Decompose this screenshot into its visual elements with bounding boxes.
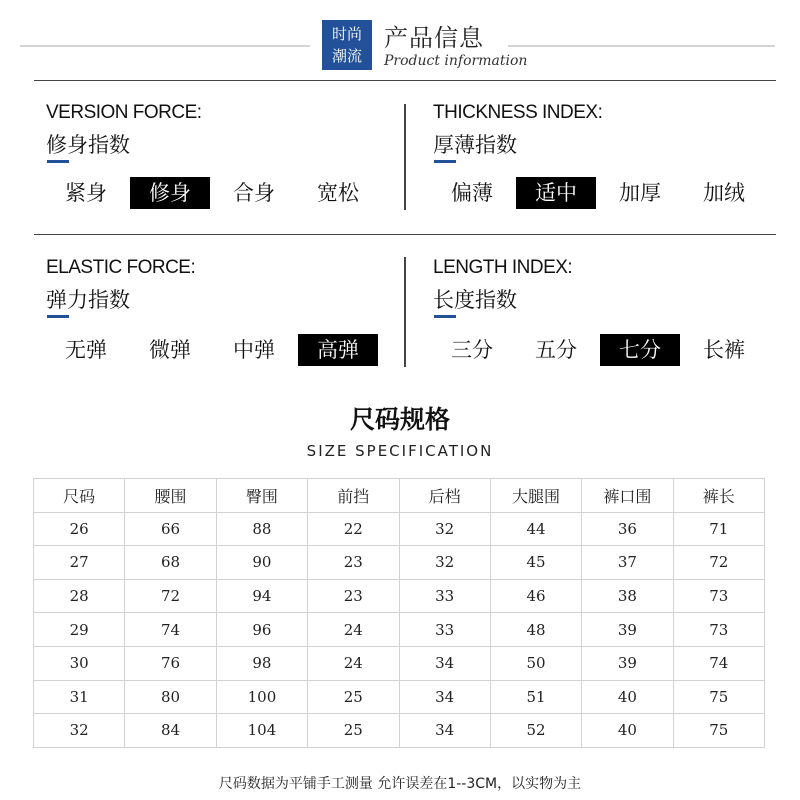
thickness-option-3: 加厚 <box>619 181 661 205</box>
table-row <box>34 512 765 546</box>
table-cell: 66 <box>125 512 216 546</box>
header-right-line <box>508 45 775 47</box>
version-option-4: 宽松 <box>317 181 359 205</box>
table-cell: 24 <box>308 646 399 680</box>
table-cell: 94 <box>216 579 307 613</box>
table-cell: 37 <box>582 546 673 580</box>
elastic-force-label-cn: 弹力指数 <box>46 288 130 312</box>
thickness-index-label-cn: 厚薄指数 <box>433 133 517 157</box>
table-cell: 24 <box>308 613 399 647</box>
table-row <box>34 680 765 714</box>
bottom-column-divider <box>404 257 406 367</box>
column-header: 尺码 <box>34 479 125 513</box>
table-cell: 32 <box>399 546 490 580</box>
table-cell: 23 <box>308 579 399 613</box>
table-cell: 104 <box>216 714 307 748</box>
table-cell: 96 <box>216 613 307 647</box>
table-cell: 68 <box>125 546 216 580</box>
table-cell: 45 <box>490 546 581 580</box>
table-cell: 39 <box>582 613 673 647</box>
table-cell: 22 <box>308 512 399 546</box>
elastic-option-4-selected: 高弹 <box>298 334 378 366</box>
column-header: 后档 <box>399 479 490 513</box>
length-option-3-selected: 七分 <box>600 334 680 366</box>
elastic-option-2: 微弹 <box>149 338 191 362</box>
elastic-option-3: 中弹 <box>233 338 275 362</box>
table-cell: 48 <box>490 613 581 647</box>
table-cell: 30 <box>34 646 125 680</box>
table-cell: 25 <box>308 714 399 748</box>
table-cell: 34 <box>399 714 490 748</box>
length-index-label-cn: 长度指数 <box>433 288 517 312</box>
elastic-force-accent <box>47 315 69 318</box>
header-left-line <box>20 45 310 47</box>
column-header: 前挡 <box>308 479 399 513</box>
table-header-row <box>34 479 765 513</box>
table-cell: 33 <box>399 579 490 613</box>
middle-divider <box>34 234 776 235</box>
table-cell: 71 <box>673 512 764 546</box>
table-cell: 40 <box>582 714 673 748</box>
table-cell: 73 <box>673 613 764 647</box>
header-divider <box>34 80 776 81</box>
fashion-badge <box>322 20 372 70</box>
table-cell: 80 <box>125 680 216 714</box>
table-cell: 38 <box>582 579 673 613</box>
table-cell: 34 <box>399 680 490 714</box>
table-cell: 75 <box>673 714 764 748</box>
table-cell: 52 <box>490 714 581 748</box>
table-cell: 72 <box>125 579 216 613</box>
table-cell: 50 <box>490 646 581 680</box>
table-cell: 28 <box>34 579 125 613</box>
table-cell: 36 <box>582 512 673 546</box>
version-option-1: 紧身 <box>65 181 107 205</box>
size-spec-title: 尺码规格 <box>349 405 450 434</box>
thickness-option-1: 偏薄 <box>451 181 493 205</box>
thickness-option-2-selected: 适中 <box>516 177 596 209</box>
table-cell: 98 <box>216 646 307 680</box>
table-cell: 32 <box>34 714 125 748</box>
length-option-1: 三分 <box>451 338 493 362</box>
length-option-2: 五分 <box>535 338 577 362</box>
table-cell: 27 <box>34 546 125 580</box>
column-header: 裤长 <box>673 479 764 513</box>
column-header: 臀围 <box>216 479 307 513</box>
thickness-option-4: 加绒 <box>703 181 745 205</box>
column-header: 腰围 <box>125 479 216 513</box>
table-cell: 100 <box>216 680 307 714</box>
page-subtitle: Product information <box>384 53 528 69</box>
table-cell: 72 <box>673 546 764 580</box>
table-row <box>34 546 765 580</box>
size-table-body <box>34 512 765 747</box>
table-cell: 32 <box>399 512 490 546</box>
elastic-force-label-en: ELASTIC FORCE: <box>46 257 196 278</box>
table-cell: 90 <box>216 546 307 580</box>
table-cell: 40 <box>582 680 673 714</box>
top-column-divider <box>404 104 406 210</box>
table-cell: 34 <box>399 646 490 680</box>
badge-line-2: 潮流 <box>331 47 362 65</box>
table-cell: 73 <box>673 579 764 613</box>
table-row <box>34 613 765 647</box>
table-cell: 51 <box>490 680 581 714</box>
size-table <box>33 478 765 748</box>
table-cell: 25 <box>308 680 399 714</box>
table-row <box>34 579 765 613</box>
elastic-option-1: 无弹 <box>65 338 107 362</box>
measurement-note: 尺码数据为平铺手工测量 允许误差在1--3CM，以实物为主 <box>218 776 582 792</box>
table-row <box>34 646 765 680</box>
version-option-2-selected: 修身 <box>130 177 210 209</box>
table-cell: 76 <box>125 646 216 680</box>
version-force-label-cn: 修身指数 <box>46 133 130 157</box>
version-force-accent <box>47 160 69 163</box>
page-title: 产品信息 <box>384 24 484 52</box>
table-cell: 29 <box>34 613 125 647</box>
table-cell: 23 <box>308 546 399 580</box>
table-cell: 84 <box>125 714 216 748</box>
badge-line-1: 时尚 <box>331 25 362 43</box>
table-cell: 39 <box>582 646 673 680</box>
table-cell: 31 <box>34 680 125 714</box>
table-cell: 26 <box>34 512 125 546</box>
table-row <box>34 714 765 748</box>
length-index-label-en: LENGTH INDEX: <box>433 257 573 278</box>
size-spec-subtitle: SIZE SPECIFICATION <box>306 442 494 460</box>
thickness-index-label-en: THICKNESS INDEX: <box>433 102 603 123</box>
version-option-3: 合身 <box>233 181 275 205</box>
length-index-accent <box>434 315 456 318</box>
column-header: 裤口围 <box>582 479 673 513</box>
table-cell: 33 <box>399 613 490 647</box>
table-cell: 44 <box>490 512 581 546</box>
column-header: 大腿围 <box>490 479 581 513</box>
length-option-4: 长裤 <box>703 338 745 362</box>
thickness-index-accent <box>434 160 456 163</box>
table-cell: 74 <box>673 646 764 680</box>
version-force-label-en: VERSION FORCE: <box>46 102 202 123</box>
table-cell: 75 <box>673 680 764 714</box>
table-cell: 46 <box>490 579 581 613</box>
table-cell: 88 <box>216 512 307 546</box>
table-cell: 74 <box>125 613 216 647</box>
